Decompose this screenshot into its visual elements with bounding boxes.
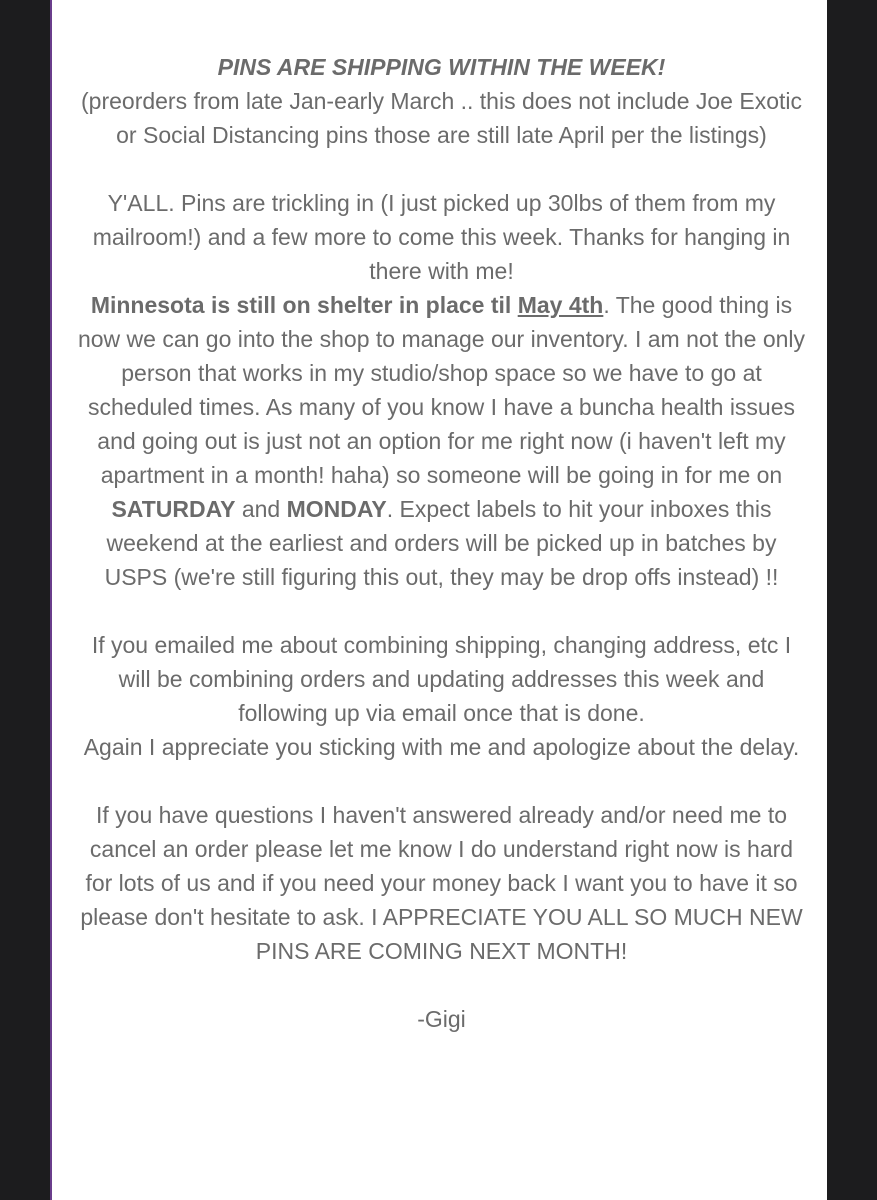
paragraph-apology: Again I appreciate you sticking with me and apologize about the delay.	[83, 734, 800, 760]
shelter-text-1: . The good thing is now we can go into the shop to manage our inventory. I am not the only person that works in my studio/shop space so we have to go at scheduled times. As many of you know I have a buncha health issues and going out is just not an option for me right now (i haven't left my apartment in a month! haha) so someone will be going in for me on	[77, 292, 806, 488]
shelter-text-2: . Expect labels to hit your inboxes this weekend at the earliest and orders will be picked up in batches by USPS (we're still figuring this out, they may be drop offs instead) !!	[104, 496, 779, 590]
paragraph-shelter-in-place	[74, 288, 809, 594]
email-panel	[50, 0, 827, 1200]
spacer	[74, 968, 809, 1002]
right-dark-margin	[827, 0, 877, 1200]
shelter-bold-text: Minnesota is still on shelter in place til	[90, 292, 518, 318]
headline-note: (preorders from late Jan-early March .. this does not include Joe Exotic or Social Distancing pins those are still late April per the listings)	[81, 88, 802, 148]
day-monday: MONDAY	[286, 496, 387, 522]
day-saturday: SATURDAY	[111, 496, 236, 522]
headline: PINS ARE SHIPPING WITHIN THE WEEK!	[217, 54, 666, 80]
paragraph-combining-shipping: If you emailed me about combining shipping, changing address, etc I will be combining orders and updating addresses this week and following up via email once that is done.	[91, 632, 792, 726]
shelter-and: and	[235, 496, 287, 522]
date-link-may-4th[interactable]: May 4th	[517, 292, 604, 318]
spacer	[74, 152, 809, 186]
signature: -Gigi	[417, 1006, 466, 1032]
email-body	[74, 50, 809, 1036]
spacer	[74, 764, 809, 798]
paragraph-pins-trickling: Y'ALL. Pins are trickling in (I just picked up 30lbs of them from my mailroom!) and a few more to come this week. Thanks for hanging in there with me!	[92, 190, 791, 284]
spacer	[74, 594, 809, 628]
paragraph-questions: If you have questions I haven't answered already and/or need me to cancel an order please let me know I do understand right now is hard for lots of us and if you need your money back I want you to have it so please don't hesitate to ask. I APPRECIATE YOU ALL SO MUCH NEW PINS ARE COMING NEXT MONTH!	[80, 802, 803, 964]
left-dark-margin	[0, 0, 50, 1200]
